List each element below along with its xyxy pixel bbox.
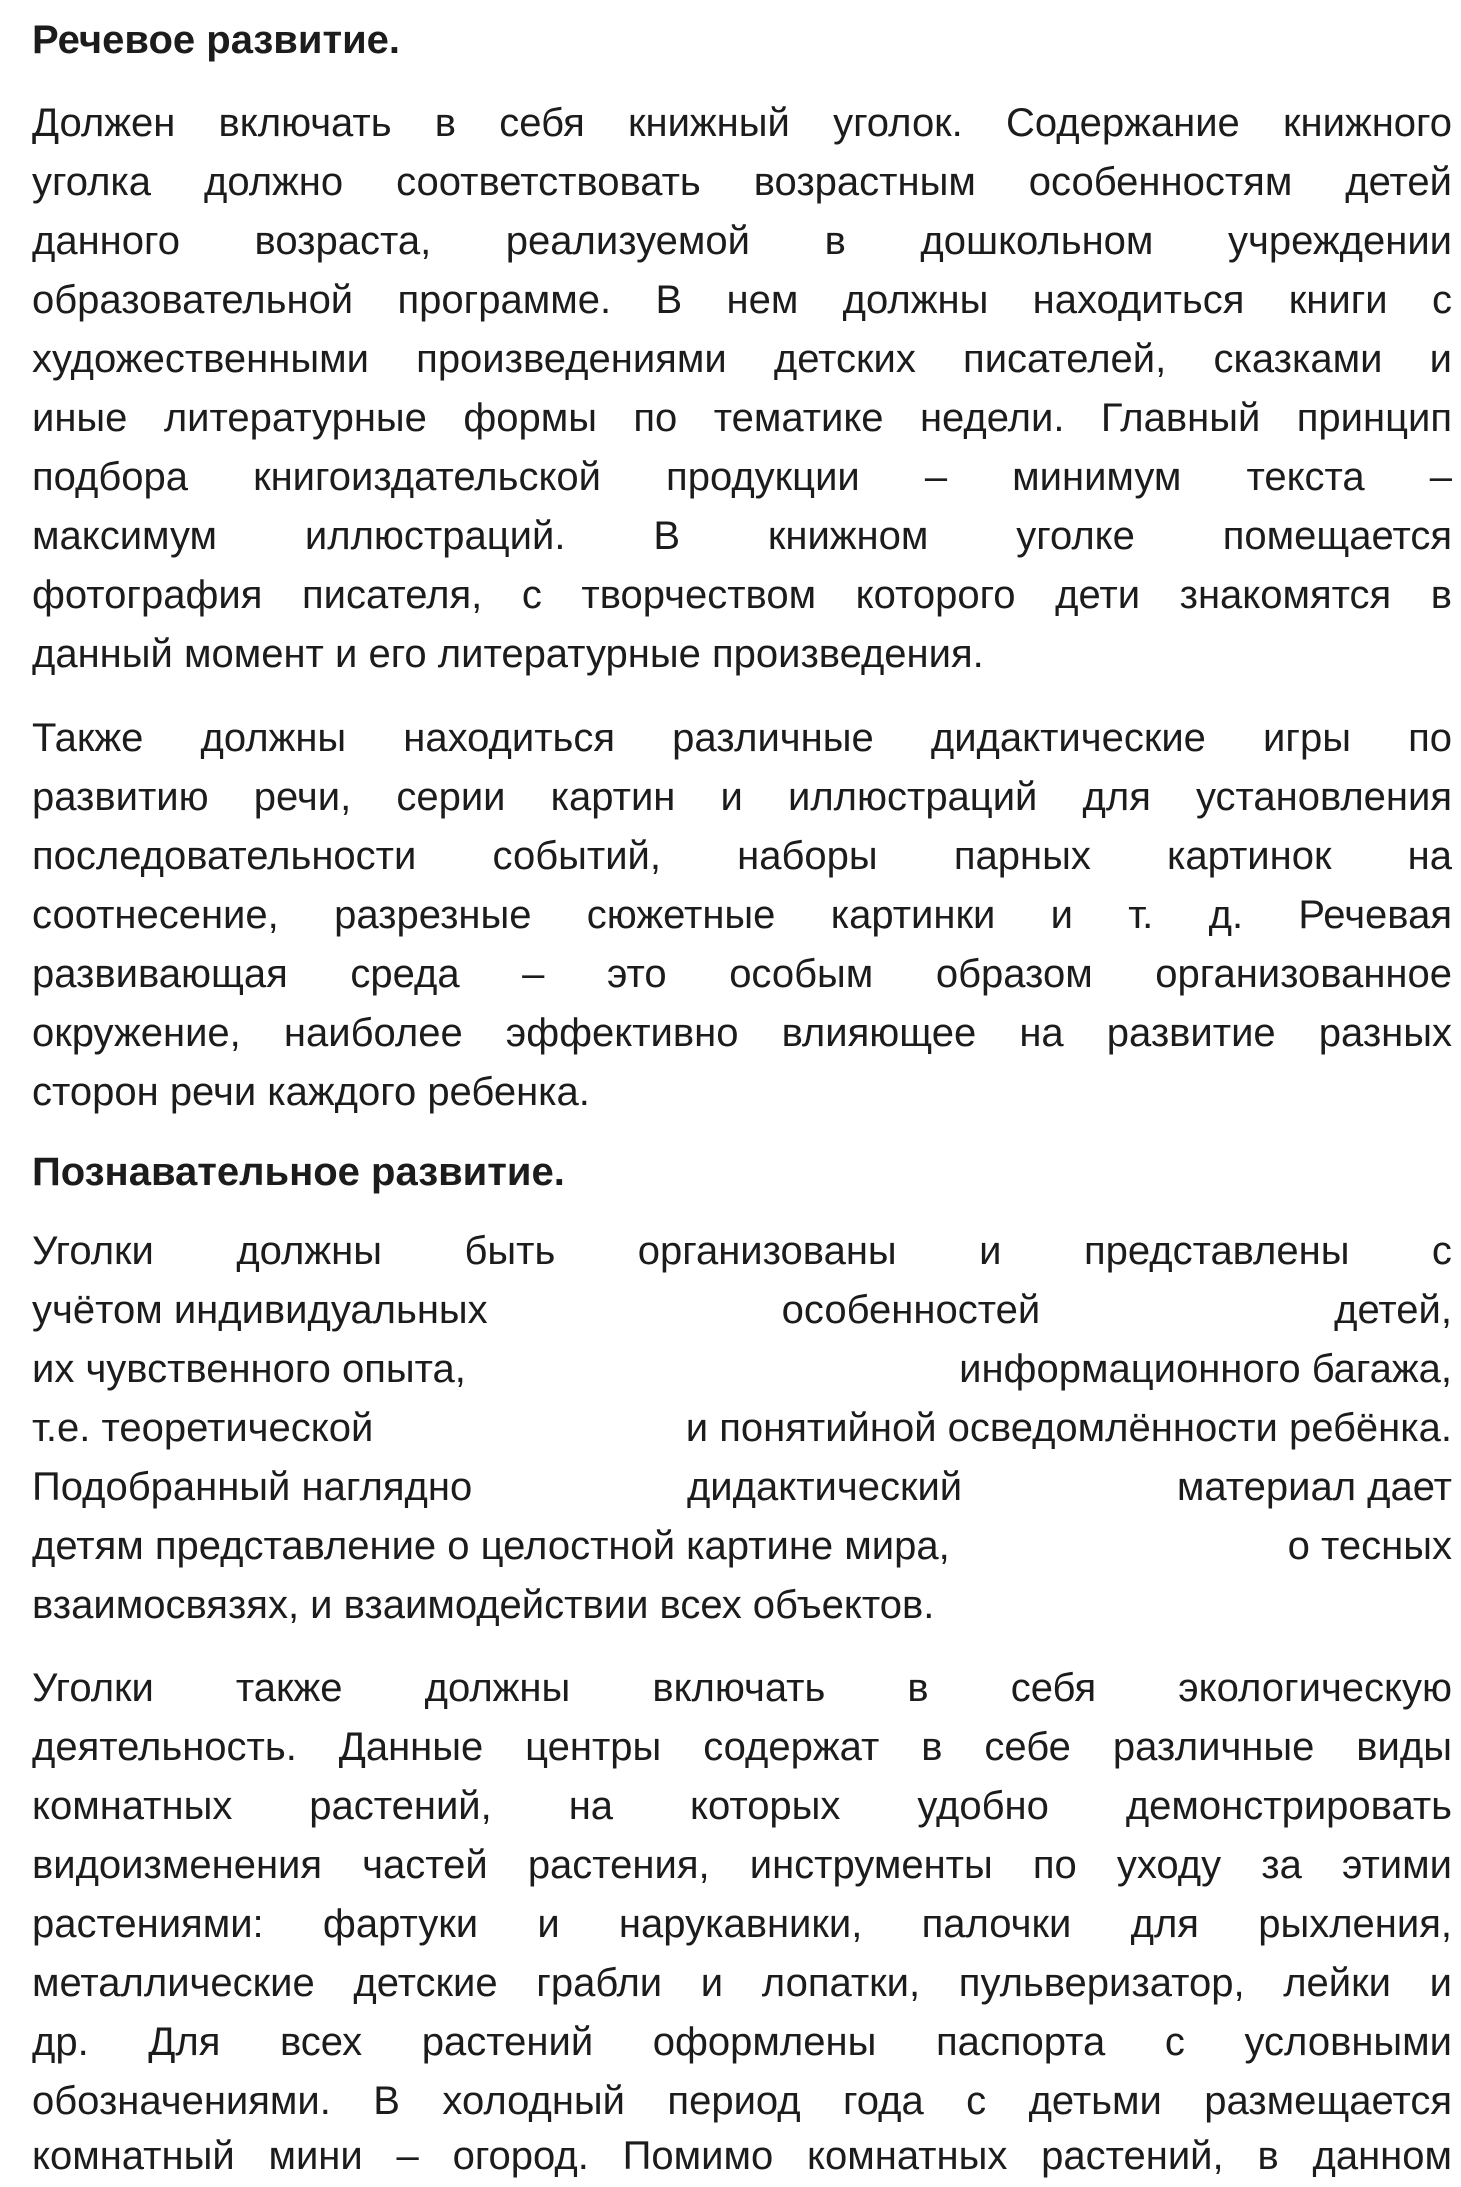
paragraph-line: Также должны находиться различные дидактические игры по [32,716,1452,760]
paragraph-line: окружение, наиболее эффективно влияющее на развитие разных [32,1011,1452,1055]
paragraph-line: растениями: фартуки и нарукавники, палочки для рыхления, [32,1902,1452,1946]
paragraph-line [32,1280,1452,1340]
paragraph-line: обозначениями. В холодный период года с детьми размещается [32,2079,1452,2123]
paragraph-line [32,1339,1452,1399]
section-heading-speech: Речевое развитие. [32,18,401,62]
text-segment: дидактический [686,1465,963,1509]
paragraph-line: Уголки также должны включать в себя экологическую [32,1666,1452,1710]
paragraph-line [32,1457,1452,1517]
word: представлены [1083,1229,1350,1273]
word: и [979,1229,1002,1273]
paragraph-line [32,1398,1452,1458]
word: Уголки [32,1229,154,1273]
paragraph-line: взаимосвязях, и взаимодействии всех объектов. [32,1583,935,1627]
text-segment: материал дает [1176,1465,1452,1509]
paragraph-line: комнатный мини – огород. Помимо комнатных растений, в данном [32,2134,1452,2178]
paragraph-line: художественными произведениями детских писателей, сказками и [32,337,1452,381]
paragraph-line: др. Для всех растений оформлены паспорта с условными [32,2020,1452,2064]
paragraph-line: иные литературные формы по тематике недели. Главный принцип [32,396,1452,440]
paragraph-line: развитию речи, серии картин и иллюстраций для установления [32,775,1452,819]
paragraph-line: развивающая среда – это особым образом организованное [32,952,1452,996]
paragraph-line: видоизменения частей растения, инструменты по уходу за этими [32,1843,1452,1887]
section-heading-cognitive: Познавательное развитие. [32,1150,565,1194]
paragraph-line: образовательной программе. В нем должны находиться книги с [32,278,1452,322]
word: организованы [637,1229,897,1273]
paragraph-line: деятельность. Данные центры содержат в себе различные виды [32,1725,1452,1769]
word: быть [464,1229,556,1273]
word: должны [236,1229,382,1273]
paragraph-line: уголка должно соответствовать возрастным особенностям детей [32,160,1452,204]
text-segment: особенностей [781,1288,1041,1332]
text-segment: о тесных [1287,1524,1452,1568]
paragraph-line: металлические детские грабли и лопатки, пульверизатор, лейки и [32,1961,1452,2005]
text-segment: и понятийной осведомлённости ребёнка. [685,1406,1452,1450]
text-segment: детей, [1334,1288,1452,1332]
text-segment: детям представление о целостной картине мира, [32,1524,950,1568]
text-segment: учётом индивидуальных [32,1288,488,1332]
paragraph-line: комнатных растений, на которых удобно демонстрировать [32,1784,1452,1828]
paragraph-line: сторон речи каждого ребенка. [32,1070,590,1114]
paragraph-line [32,1221,1452,1281]
paragraph-line: Должен включать в себя книжный уголок. Содержание книжного [32,101,1452,145]
text-segment: информационного багажа, [959,1347,1452,1391]
paragraph-line: фотография писателя, с творчеством которого дети знакомятся в [32,573,1452,617]
word: с [1431,1229,1452,1273]
paragraph-line: данный момент и его литературные произведения. [32,632,984,676]
text-segment: их чувственного опыта, [32,1347,466,1391]
paragraph-line: соотнесение, разрезные сюжетные картинки и т. д. Речевая [32,893,1452,937]
paragraph-line: данного возраста, реализуемой в дошкольном учреждении [32,219,1452,263]
text-segment: т.е. теоретической [32,1406,374,1450]
paragraph-line: подбора книгоиздательской продукции – минимум текста – [32,455,1452,499]
paragraph-line [32,1516,1452,1576]
paragraph-line: максимум иллюстраций. В книжном уголке помещается [32,514,1452,558]
paragraph-line: последовательности событий, наборы парных картинок на [32,834,1452,878]
text-segment: Подобранный наглядно [32,1465,473,1509]
